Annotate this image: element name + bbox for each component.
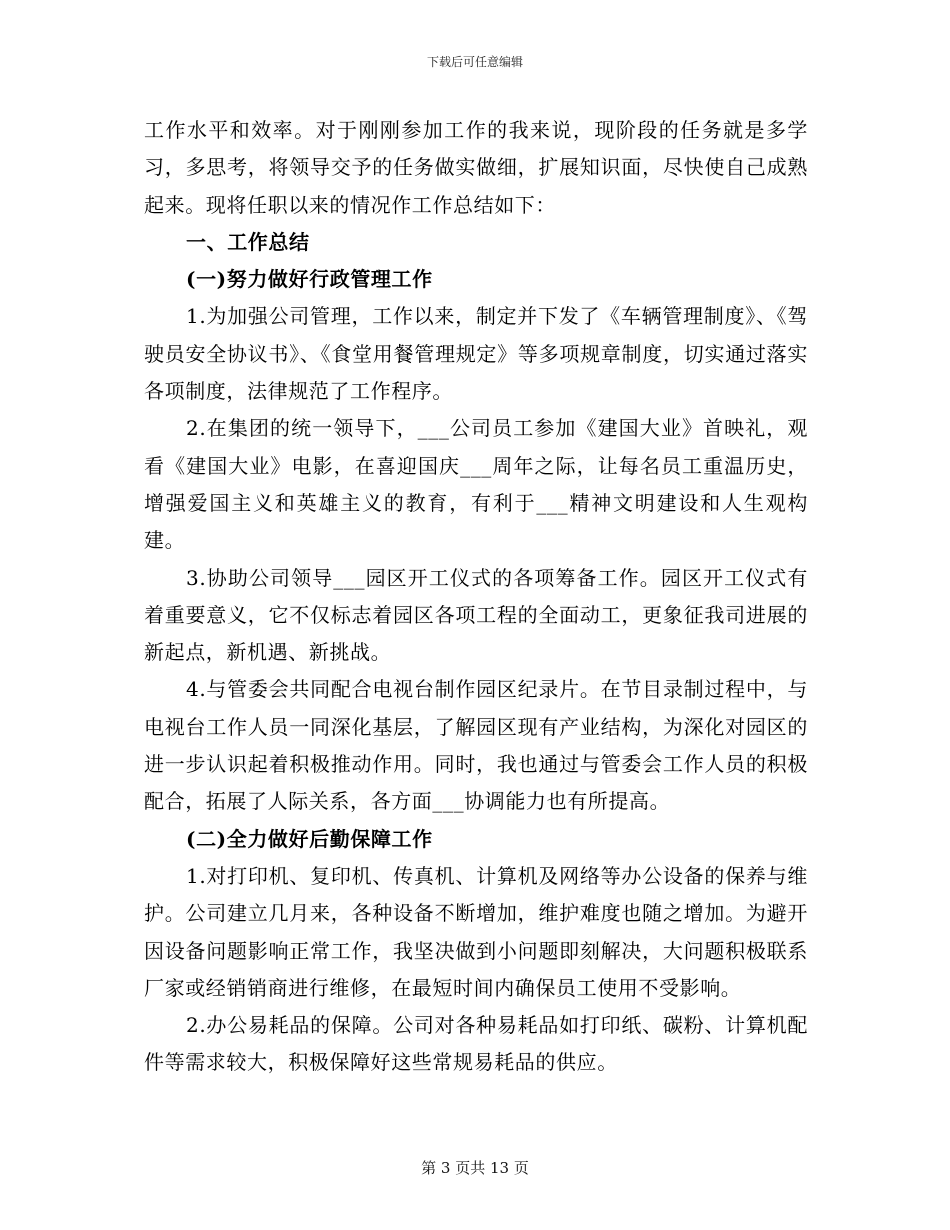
section-heading: 一、工作总结 — [186, 229, 310, 254]
paragraph: 4.与管委会共同配合电视台制作园区纪录片。在节目录制过程中，与电视台工作人员一同深化基层，了解园区现有产业结构，为深化对园区的进一步认识起着积极推动作用。同时，我也通过与管委会工作人员的积极配合，拓展了人际关系，各方面___协调能力也有所提高。 — [144, 677, 808, 814]
paragraph: 2.办公易耗品的保障。公司对各种易耗品如打印纸、碳粉、计算机配件等需求较大，积极保障好这些常规易耗品的供应。 — [144, 1013, 808, 1075]
paragraph-continued: 工作水平和效率。对于刚刚参加工作的我来说，现阶段的任务就是多学习，多思考，将领导交予的任务做实做细，扩展知识面，尽快使自己成熟起来。现将任职以来的情况作工作总结如下： — [144, 118, 808, 217]
page-header: 下载后可任意编辑 — [426, 55, 523, 69]
paragraph: 1.为加强公司管理，工作以来，制定并下发了《车辆管理制度》、《驾驶员安全协议书》、《食堂用餐管理规定》等多项规章制度，切实通过落实各项制度，法律规范了工作程序。 — [144, 304, 808, 404]
page-footer: 第 3 页共 13 页 — [421, 1159, 529, 1177]
paragraph: 2.在集团的统一领导下，___公司员工参加《建国大业》首映礼，观看《建国大业》电影，在喜迎国庆___周年之际，让每名员工重温历史，增强爱国主义和英雄主义的教育，有利于___精神文明建设和人生观构建。 — [144, 416, 808, 553]
paragraph: 1.对打印机、复印机、传真机、计算机及网络等办公设备的保养与维护。公司建立几月来，各种设备不断增加，维护难度也随之增加。为避开因设备问题影响正常工作，我坚决做到小问题即刻解决，大问题积极联系厂家或经销销商进行维修，在最短时间内确保员工使用不受影响。 — [144, 863, 808, 1000]
subsection-heading: (一)努力做好行政管理工作 — [186, 267, 433, 292]
paragraph: 3.协助公司领导___园区开工仪式的各项筹备工作。园区开工仪式有着重要意义，它不仅标志着园区各项工程的全面动工，更象征我司进展的新起点，新机遇、新挑战。 — [144, 565, 808, 665]
subsection-heading: (二)全力做好后勤保障工作 — [186, 826, 433, 851]
document-body — [144, 112, 808, 1082]
